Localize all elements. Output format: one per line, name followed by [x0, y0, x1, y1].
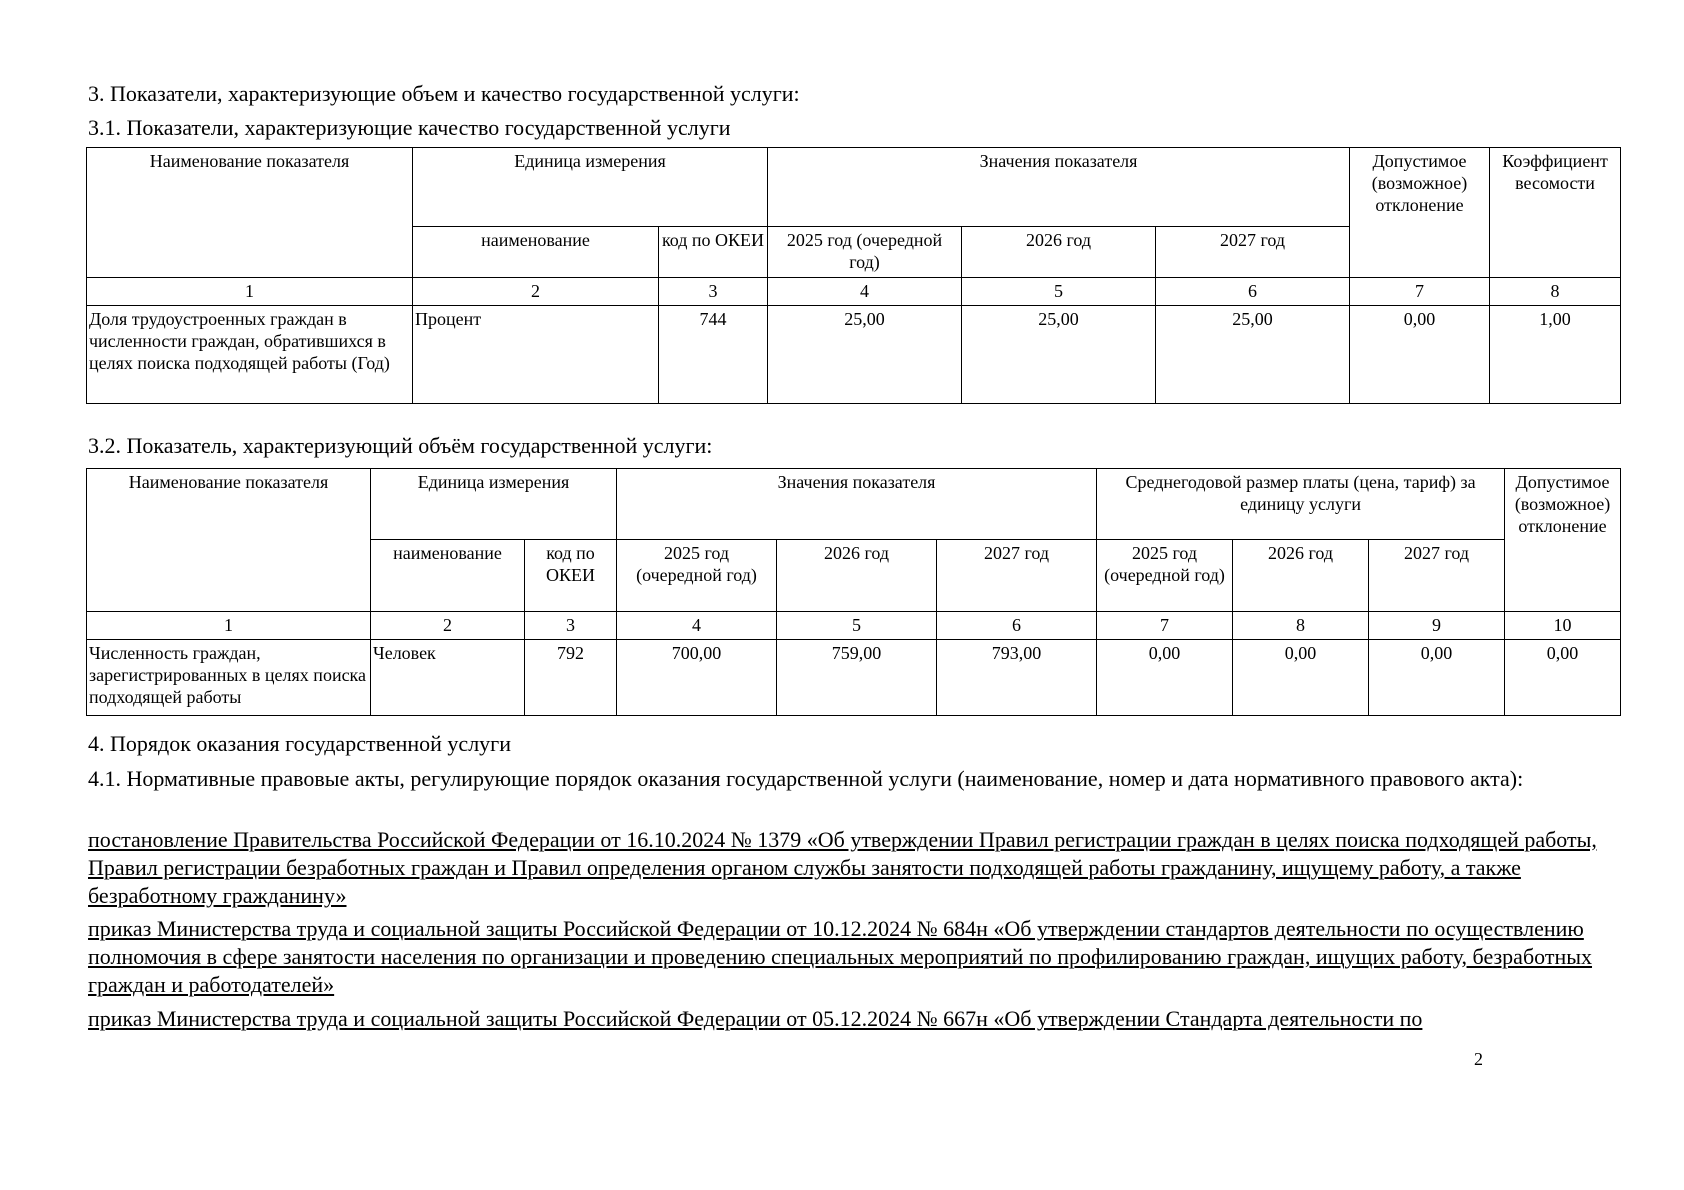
- deviation-value: 0,00: [1505, 640, 1621, 716]
- header-coefficient: Коэффициент весомости: [1490, 148, 1621, 278]
- legal-act-2: приказ Министерства труда и социальной защиты Российской Федерации от 10.12.2024 № 684н «Об утверждении стандартов деятельности по осуществлению полномочия в сфере занятости населения по организации и проведению специальных мероприятий по профилированию граждан, ищущих работу, безработных граждан и работодателей»: [88, 916, 1593, 997]
- column-number-row: [87, 278, 1621, 306]
- unit-name: Человек: [371, 640, 525, 716]
- indicator-name: Численность граждан, зарегистрированных в целях поиска подходящей работы: [87, 640, 371, 716]
- header-year-2027: 2027 год: [937, 540, 1097, 612]
- column-number: 3: [525, 612, 617, 640]
- legal-act-3: приказ Министерства труда и социальной защиты Российской Федерации от 05.12.2024 № 667н «Об утверждении Стандарта деятельности по: [88, 1006, 1423, 1031]
- column-number: 9: [1369, 612, 1505, 640]
- header-values: Значения показателя: [617, 469, 1097, 540]
- value-2026: 25,00: [962, 306, 1156, 404]
- header-values: Значения показателя: [768, 148, 1350, 227]
- legal-act-1: постановление Правительства Российской Федерации от 16.10.2024 № 1379 «Об утверждении Правил регистрации граждан в целях поиска подходящей работы, Правил регистрации безработных граждан и Правил определения органом службы занятости подходящей работы гражданину, ищущему работу, а также безработному гражданину»: [88, 827, 1597, 908]
- header-unit-name: наименование: [371, 540, 525, 612]
- header-unit: Единица измерения: [371, 469, 617, 540]
- column-number: 1: [87, 278, 413, 306]
- header-indicator-name: Наименование показателя: [87, 148, 413, 278]
- column-number: 2: [413, 278, 659, 306]
- section-3-title: 3. Показатели, характеризующие объем и качество государственной услуги:: [88, 81, 800, 106]
- column-number: 6: [1156, 278, 1350, 306]
- header-deviation: Допустимое (возможное) отклонение: [1505, 469, 1621, 612]
- column-number: 8: [1490, 278, 1621, 306]
- unit-code: 792: [525, 640, 617, 716]
- header-unit-name: наименование: [413, 227, 659, 278]
- volume-indicators-table: [86, 468, 1621, 716]
- header-average-price: Среднегодовой размер платы (цена, тариф) за единицу услуги: [1097, 469, 1505, 540]
- header-unit-code: код по ОКЕИ: [525, 540, 617, 612]
- coefficient-value: 1,00: [1490, 306, 1621, 404]
- value-2025: 700,00: [617, 640, 777, 716]
- header-year-2027: 2027 год: [1156, 227, 1350, 278]
- column-number: 5: [777, 612, 937, 640]
- column-number: 4: [768, 278, 962, 306]
- column-number: 7: [1097, 612, 1233, 640]
- table-row: [87, 640, 1621, 716]
- column-number: 5: [962, 278, 1156, 306]
- section-4-1-text: 4.1. Нормативные правовые акты, регулирующие порядок оказания государственной услуги (наименование, номер и дата нормативного правового акта):: [88, 766, 1524, 791]
- deviation-value: 0,00: [1350, 306, 1490, 404]
- header-indicator-name: Наименование показателя: [87, 469, 371, 612]
- header-year-2026: 2026 год: [962, 227, 1156, 278]
- header-year-2026: 2026 год: [777, 540, 937, 612]
- section-4-title: 4. Порядок оказания государственной услуги: [88, 731, 511, 756]
- column-number: 7: [1350, 278, 1490, 306]
- section-3-2-title: 3.2. Показатель, характеризующий объём государственной услуги:: [88, 433, 713, 458]
- indicator-name: Доля трудоустроенных граждан в численности граждан, обратившихся в целях поиска подходящей работы (Год): [87, 306, 413, 404]
- column-number: 2: [371, 612, 525, 640]
- column-number: 8: [1233, 612, 1369, 640]
- price-2027: 0,00: [1369, 640, 1505, 716]
- header-year-2025: 2025 год (очередной год): [617, 540, 777, 612]
- unit-name: Процент: [413, 306, 659, 404]
- column-number: 1: [87, 612, 371, 640]
- column-number: 10: [1505, 612, 1621, 640]
- header-unit-code: код по ОКЕИ: [659, 227, 768, 278]
- column-number: 4: [617, 612, 777, 640]
- unit-code: 744: [659, 306, 768, 404]
- header-price-2027: 2027 год: [1369, 540, 1505, 612]
- header-price-2026: 2026 год: [1233, 540, 1369, 612]
- price-2025: 0,00: [1097, 640, 1233, 716]
- price-2026: 0,00: [1233, 640, 1369, 716]
- quality-indicators-table: [86, 147, 1621, 404]
- table-row: [87, 306, 1621, 404]
- header-year-2025: 2025 год (очередной год): [768, 227, 962, 278]
- column-number-row: [87, 612, 1621, 640]
- header-deviation: Допустимое (возможное) отклонение: [1350, 148, 1490, 278]
- page-number: 2: [1474, 1049, 1483, 1069]
- value-2027: 793,00: [937, 640, 1097, 716]
- column-number: 6: [937, 612, 1097, 640]
- header-price-2025: 2025 год (очередной год): [1097, 540, 1233, 612]
- value-2025: 25,00: [768, 306, 962, 404]
- value-2026: 759,00: [777, 640, 937, 716]
- header-unit: Единица измерения: [413, 148, 768, 227]
- column-number: 3: [659, 278, 768, 306]
- value-2027: 25,00: [1156, 306, 1350, 404]
- section-3-1-title: 3.1. Показатели, характеризующие качество государственной услуги: [88, 115, 731, 140]
